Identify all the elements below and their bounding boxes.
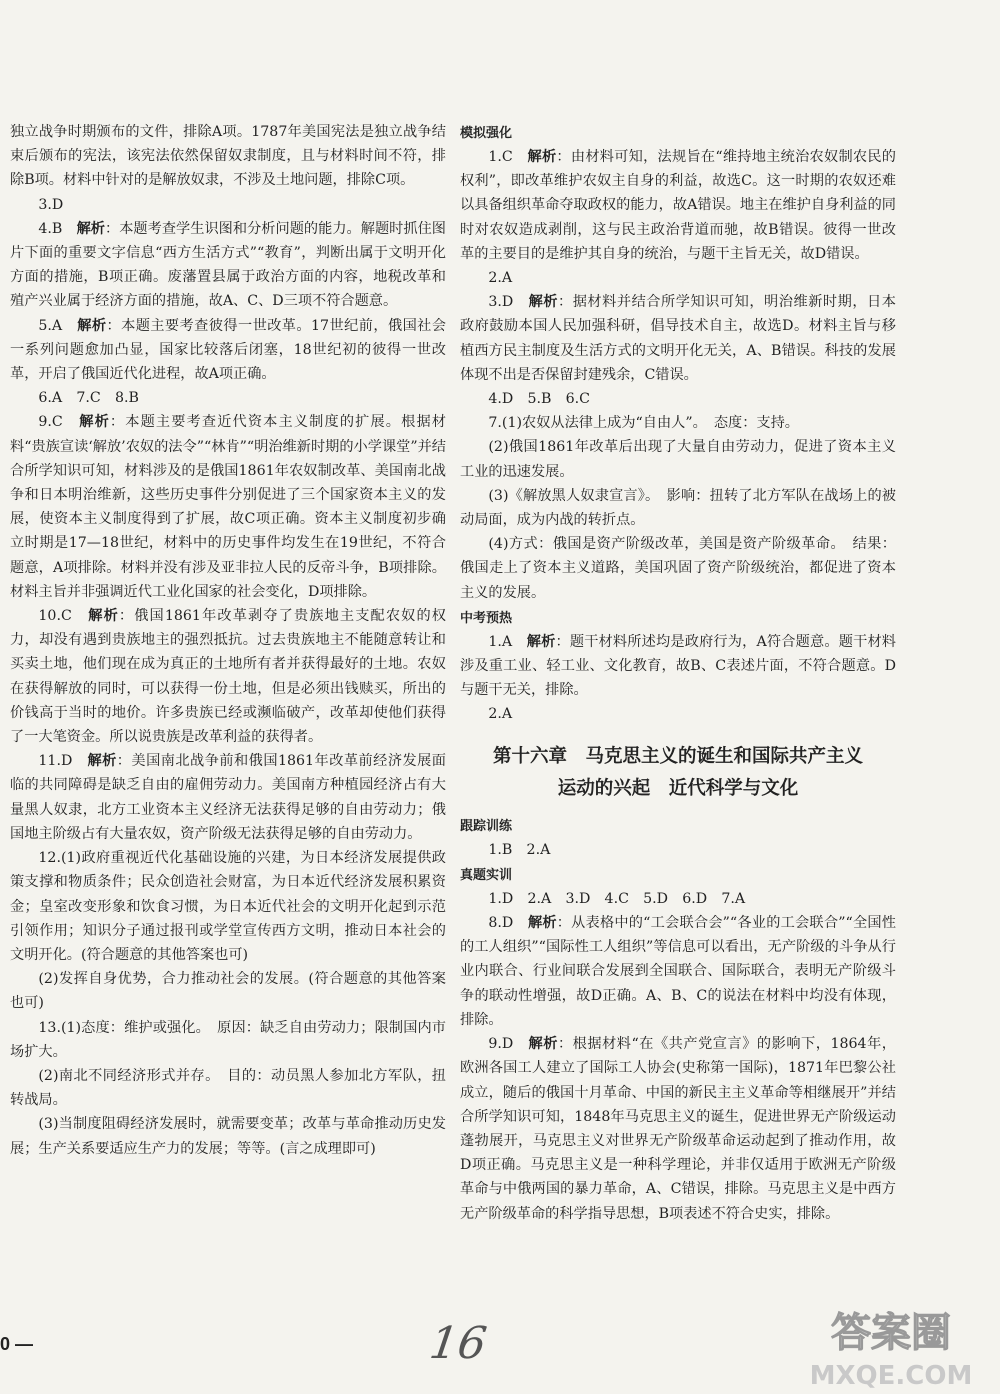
footer-page-number: 0 —	[0, 1334, 34, 1354]
answer-paragraph	[460, 435, 896, 483]
answer-paragraph	[10, 604, 446, 749]
answer-paragraph	[10, 1016, 446, 1064]
answer-paragraph	[10, 1064, 446, 1112]
answer-paragraph	[460, 911, 896, 1032]
answer-text: 3.D	[38, 196, 64, 213]
answer-text: (2)发挥自身优势，合力推动社会的发展。(符合题意的其他答案也可)	[10, 971, 446, 1012]
answer-text: ：本题主要考查彼得一世改革。17世纪前，俄国社会一系列问题愈加凸显，国家比较落后闭塞，18世纪初的彼得一世改革，开启了俄国近代化进程，故A项正确。	[10, 317, 446, 383]
question-number: 5.A	[38, 317, 63, 334]
answer-paragraph	[10, 749, 446, 846]
answer-paragraph	[460, 838, 896, 862]
answer-paragraph	[460, 290, 896, 387]
answer-text: ：从表格中的“工会联合会”“各业的工会联合”“全国性的工人组织”“国际性工人组织”等信息可以看出，无产阶级的斗争从行业内联合、行业间联合发展到全国联合、国际联合，表明无产阶级斗争的联动性增强，故D正确。A、B、C的说法在材料中均没有体现，排除。	[460, 915, 896, 1028]
answer-text: ：由材料可知，法规旨在“维持地主统治农奴制农民的权利”，即改革维护农奴主自身的利益，故选C。这一时期的农奴还难以具备组织革命夺取政权的能力，故A错误。地主在维护自身利益的同时对农奴造成剥削，这与民主政治背道而驰，故B错误。彼得一世改革的主要目的是维护其自身的统治，与题干主旨无关，故D错误。	[460, 149, 896, 262]
answer-text: (3)《解放黑人奴隶宣言》。 影响：扭转了北方军队在战场上的被动局面，成为内战的转折点。	[460, 487, 896, 529]
answer-paragraph	[10, 1112, 446, 1160]
analysis-label: 解析	[79, 414, 110, 431]
answer-text: 12.(1)政府重视近代化基础设施的兴建，为日本经济发展提供政策支撑和物质条件；民众创造社会财富，为日本近代经济发展积累资金；皇室改变形象和饮食习惯，为日本近代社会的文明开化起到示范引领作用；知识分子通过报刊或学堂宣传西方文明，推动日本社会的文明开化。(符合题意的其他答案也可)	[10, 850, 446, 963]
answer-paragraph	[460, 532, 896, 605]
answer-paragraph	[10, 967, 446, 1015]
answer-text: ：本题主要考查近代资本主义制度的扩展。根据材料“贵族宣读‘解放’农奴的法令”“林肯”“明治维新时期的小学课堂”并结合所学知识可知，材料涉及的是俄国1861年农奴制改革、美国南北战争和日本明治维新，这些历史事件分别促进了三个国家资本主义的发展，使资本主义制度得到了扩展，故C项正确。资本主义制度初步确立时期是17—18世纪，材料中的历史事件均发生在19世纪，不符合题意，A项排除。材料并没有涉及亚非拉人民的反帝斗争，B项排除。材料主旨并非强调近代工业化国家的社会变化，D项排除。	[10, 414, 446, 600]
answer-text: 4.D 5.B 6.C	[488, 391, 591, 408]
answer-text: 独立战争时期颁布的文件，排除A项。1787年美国宪法是独立战争结束后颁布的宪法，该宪法依然保留奴隶制度，且与材料时间不符，排除B项。材料中针对的是解放奴隶，不涉及土地问题，排除C项。	[10, 124, 446, 189]
answer-text: 2.A	[488, 706, 513, 723]
analysis-label: 解析	[527, 915, 557, 932]
question-number: 9.D	[488, 1036, 514, 1053]
watermark-logo	[796, 1298, 986, 1390]
analysis-label: 解析	[528, 294, 558, 311]
answer-text: 13.(1)态度：维护或强化。 原因：缺乏自由劳动力；限制国内市场扩大。	[10, 1019, 446, 1060]
analysis-label: 解析	[77, 317, 107, 334]
right-column-part-a	[460, 122, 896, 727]
answer-text: 7.(1)农奴从法律上成为“自由人”。 态度：支持。	[488, 415, 799, 432]
answer-paragraph	[10, 314, 446, 387]
answer-text: ：根据材料“在《共产党宣言》的影响下，1864年，欧洲各国工人建立了国际工人协会(史称第一国际)，1871年巴黎公社成立，随后的俄国十月革命、中国的新民主主义革命等相继展开”并结合所学知识可知，1848年马克思主义的诞生，促进世界无产阶级运动蓬勃展开，马克思主义对世界无产阶级革命运动起到了推动作用，故D项正确。马克思主义是一种科学理论，并非仅适用于欧洲无产阶级革命与中俄两国的暴力革命，A、C错误，排除。马克思主义是中西方无产阶级革命的科学指导思想，B项表述不符合史实，排除。	[460, 1036, 896, 1222]
analysis-label: 解析	[87, 753, 117, 770]
question-number: 1.C	[488, 149, 513, 165]
answer-paragraph	[460, 702, 896, 726]
answer-paragraph	[10, 120, 446, 193]
answer-text: (4)方式：俄国是资产阶级改革，美国是资产阶级革命。 结果：俄国走上了资本主义道路，美国巩固了资产阶级统治，都促进了资本主义的发展。	[460, 536, 896, 601]
chapter-title-line-2: 运动的兴起 近代科学与文化	[557, 777, 799, 799]
question-number: 8.D	[488, 915, 514, 932]
section-heading: 中考预热	[460, 610, 513, 626]
answer-paragraph	[460, 387, 896, 411]
answer-paragraph	[460, 266, 896, 290]
chapter-title	[460, 741, 896, 805]
analysis-label: 解析	[526, 633, 556, 650]
section-heading: 跟踪训练	[460, 818, 513, 834]
answer-paragraph	[10, 846, 446, 967]
analysis-label: 解析	[528, 1036, 558, 1053]
section-heading: 真题实训	[460, 867, 513, 883]
left-column	[10, 120, 446, 1161]
answer-text: ：俄国1861年改革剥夺了贵族地主支配农奴的权力，却没有遇到贵族地主的强烈抵抗。过去贵族地主不能随意转让和买卖土地，他们现在成为真正的土地所有者并获得最好的土地。农奴在获得解放的同时，可以获得一份土地，但是必须出钱赎买，所出的价钱高于当时的地价。许多贵族已经或濒临破产，改革却使他们获得了一大笔资金。所以说贵族是改革利益的获得者。	[10, 608, 446, 746]
question-number: 1.A	[488, 633, 513, 650]
question-number: 10.C	[38, 608, 72, 625]
question-number: 4.B	[38, 220, 63, 237]
chapter-title-line-1: 第十六章 马克思主义的诞生和国际共产主义	[492, 745, 863, 767]
answer-text: ：本题考查学生识图和分析问题的能力。解题时抓住图片下面的重要文字信息“西方生活方式”“教育”，判断出属于文明开化方面的措施，B项正确。废藩置县属于政治方面的内容，地税改革和殖产兴业属于经济方面的措施，故A、C、D三项不符合题意。	[10, 220, 446, 310]
section-heading: 模拟强化	[460, 126, 513, 141]
answer-text: ：据材料并结合所学知识可知，明治维新时期，日本政府鼓励本国人民加强科研，倡导技术自主，故选D。材料主旨与移植西方民主制度及生活方式的文明开化无关，A、B错误。科技的发展体现不出是否保留封建残余，C错误。	[460, 294, 896, 383]
watermark-text: 答案圈	[831, 1310, 951, 1356]
question-number: 3.D	[488, 294, 514, 311]
answer-text: 6.A 7.C 8.B	[38, 390, 139, 407]
answer-text: (3)当制度阻碍经济发展时，就需要变革；改革与革命推动历史发展；生产关系要适应生产力的发展；等等。(言之成理即可)	[10, 1116, 446, 1157]
answer-text: 2.A	[488, 270, 513, 287]
analysis-label: 解析	[88, 608, 119, 625]
answer-paragraph	[10, 386, 446, 410]
analysis-label: 解析	[76, 220, 106, 237]
answer-text: ：题干材料所述均是政府行为，A符合题意。题干材料涉及重工业、轻工业、文化教育，故B、C表述片面，不符合题意。D与题干无关，排除。	[460, 633, 896, 699]
answer-paragraph	[460, 484, 896, 532]
analysis-label: 解析	[527, 149, 557, 165]
answer-text: (2)南北不同经济形式并存。 目的：动员黑人参加北方军队，扭转战局。	[10, 1067, 446, 1109]
answer-paragraph	[460, 1032, 896, 1226]
answer-paragraph	[10, 410, 446, 604]
answer-paragraph	[10, 217, 446, 314]
right-column-part-b	[460, 815, 896, 1226]
question-number: 9.C	[38, 414, 63, 431]
answer-paragraph	[460, 411, 896, 435]
answer-paragraph	[10, 193, 446, 217]
right-column	[460, 120, 896, 1226]
watermark-domain: MXQE.COM	[809, 1361, 973, 1390]
answer-text: 1.D 2.A 3.D 4.C 5.D 6.D 7.A	[488, 890, 746, 907]
answer-paragraph	[460, 630, 896, 703]
answer-paragraph	[460, 887, 896, 911]
answer-text: ：美国南北战争前和俄国1861年改革前经济发展面临的共同障碍是缺乏自由的雇佣劳动力。美国南方种植园经济占有大量黑人奴隶，北方工业资本主义经济无法获得足够的自由劳动力；俄国地主阶级占有大量农奴，资产阶级无法获得足够的自由劳动力。	[10, 753, 446, 842]
handwritten-page-number: 16	[426, 1318, 490, 1369]
answer-text: 1.B 2.A	[488, 841, 551, 858]
answer-paragraph	[460, 145, 896, 266]
question-number: 11.D	[38, 753, 73, 770]
answer-text: (2)俄国1861年改革后出现了大量自由劳动力，促进了资本主义工业的迅速发展。	[460, 439, 896, 480]
